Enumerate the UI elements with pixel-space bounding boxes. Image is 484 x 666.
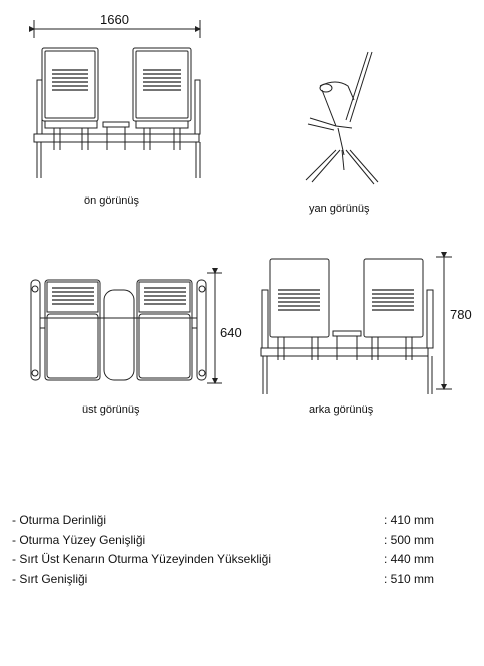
spec-list <box>12 511 442 589</box>
spec-label: - Sırt Genişliği <box>12 571 88 586</box>
spec-label: - Sırt Üst Kenarın Oturma Yüzeyinden Yüksekliği <box>12 552 272 566</box>
spec-value: : 500 mm <box>384 532 435 547</box>
spec-row <box>12 550 442 570</box>
dimension-height-label: 780 <box>450 307 472 322</box>
front-view-drawing <box>34 20 200 178</box>
spec-value: : 410 mm <box>384 513 435 527</box>
top-view-caption: üst görünüş <box>82 404 140 416</box>
dimension-depth-label: 640 <box>220 325 242 340</box>
side-view-caption: yan görünüş <box>309 203 370 215</box>
spec-value: : 510 mm <box>384 571 435 586</box>
back-view-drawing <box>261 257 452 394</box>
front-view-caption: ön görünüş <box>84 195 140 207</box>
spec-row <box>12 511 442 531</box>
spec-row <box>12 570 442 590</box>
side-view-drawing <box>306 52 378 184</box>
top-view-drawing <box>31 273 222 383</box>
spec-row <box>12 531 442 551</box>
spec-label: - Oturma Derinliği <box>12 513 107 527</box>
spec-value: : 440 mm <box>384 552 435 566</box>
dimension-width-label: 1660 <box>100 12 129 27</box>
back-view-caption: arka görünüş <box>309 404 374 416</box>
spec-label: - Oturma Yüzey Genişliği <box>12 532 146 547</box>
